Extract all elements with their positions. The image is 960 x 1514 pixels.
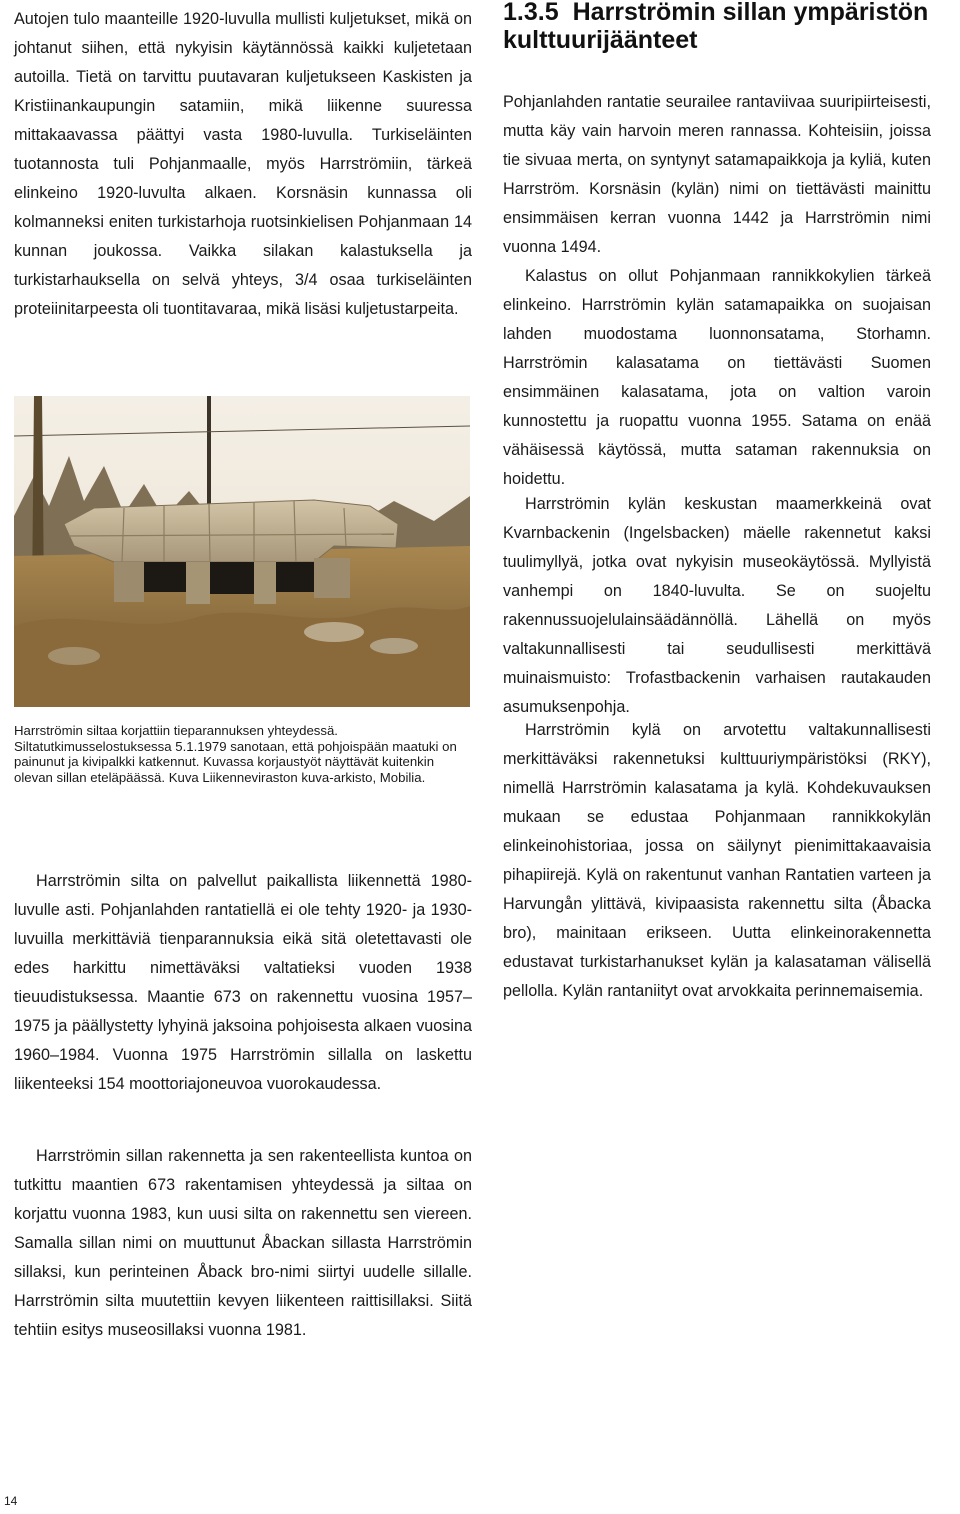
body-paragraph: Kalastus on ollut Pohjanmaan rannikkokylien tärkeä elinkeino. Harrströmin kylän satamapaikka on suojaisan lahden muodostama luonnonsatama, Storhamn. Harrströmin kalasatama on tiettävästi Suomen ensimmäinen kalasatama, jota on valtion varoin kunnostettu ja ruopattu vuonna 1955. Satama on enää vähäisessä käytössä, mutta sataman rakennuksia on hoidettu. (503, 267, 931, 488)
section-title: Harrströmin sillan ympäristön kulttuurijäänteet (503, 0, 929, 54)
photo-caption: Harrströmin siltaa korjattiin tieparannuksen yhteydessä. Siltatutkimusselostuksessa 5.1.1979 sanotaan, että pohjoispään maatuki on painunut ja kivipalkki katkennut. Kuvassa korjaustyöt näyttävät kuitenkin olevan sillan eteläpäässä. Kuva Liikenneviraston kuva-arkisto, Mobilia. (14, 723, 457, 785)
section-number: 1.3.5 (503, 0, 559, 26)
body-paragraph: Harrströmin silta on palvellut paikallista liikennettä 1980-luvulle asti. Pohjanlahden rantatiellä ei ole tehty 1920- ja 1930-luvuilla merkittäviä tienparannuksia eikä sitä oletettavasti ole edes harkittu nimettäväksi valtatieksi vuoden 1938 tieuudistuksessa. Maantie 673 on rakennettu vuosina 1957–1975 ja päällystetty lyhyinä jaksoina pohjoisesta alkaen vuosina 1960–1984. Vuonna 1975 Harrströmin sillalla on laskettu liikenteeksi 154 moottoriajoneuvoa vuorokaudessa. (14, 872, 472, 1093)
page-number: 14 (4, 1494, 18, 1508)
intro-paragraph: Autojen tulo maanteille 1920-luvulla mullisti kuljetukset, mikä on johtanut siihen, että nykyisin käytännössä kaikki kuljetetaan autoilla. Tietä on tarvittu puutavaran kuljetukseen Kaskisten ja Kristiinankaupungin satamiin, mikä liikenne suuressa mittakaavassa päättyi vasta 1980-luvulla. Turkiseläinten tuotannosta tuli Pohjanmaalle, myös Harrströmiin, tärkeä elinkeino 1920-luvulta alkaen. Korsnäsin kunnassa oli kolmanneksi eniten turkistarhoja ruotsinkielisen Pohjanmaan 14 kunnan joukossa. Vaikka silakan kalastuksella ja turkistarhauksella on selvä yhteys, 3/4 osaa turkiseläinten proteiinitarpeesta oli tuontitavaraa, mikä lisäsi kuljetustarpeita. (14, 10, 472, 318)
body-paragraph: Pohjanlahden rantatie seurailee rantaviivaa suuripiirteisesti, mutta käy vain harvoin meren rannassa. Kohteisiin, joissa tie sivuaa merta, on syntynyt satamapaikkoja ja kyliä, kuten Harrström. Korsnäsin (kylän) nimi on tiettävästi mainittu ensimmäisen kerran vuonna 1442 ja Harrströmin nimi vuonna 1494. (503, 93, 931, 256)
section-heading (503, 0, 943, 54)
body-paragraph: Harrströmin sillan rakennetta ja sen rakenteellista kuntoa on tutkittu maantien 673 rakentamisen yhteydessä ja siltaa on korjattu vuonna 1983, kun uusi silta on rakennettu sen viereen. Samalla sillan nimi on muuttunut Åbackan sillasta Harrströmin sillaksi, kun perinteinen Åback bro-nimi siirtyi uudelle sillalle. Harrströmin silta muutettiin kevyen liikenteen raittisillaksi. Siitä tehtiin esitys museosillaksi vuonna 1981. (14, 1147, 472, 1339)
stone-bridge-photo (14, 396, 470, 707)
body-paragraph: Harrströmin kylän keskustan maamerkkeinä ovat Kvarnbackenin (Ingelsbacken) mäelle rakennetut kaksi tuulimyllyä, jotka ovat nykyisin museokäytössä. Myllyistä vanhempi on 1840-luvulta. Se on suojeltu rakennussuojelulainsäädännöllä. Lähellä on myös valtakunnallisesti tai seudullisesti merkittävä muinaismuisto: Trofastbackenin varhaisen rautakauden asumuksenpohja. (503, 495, 931, 716)
body-paragraph: Harrströmin kylä on arvotettu valtakunnallisesti merkittäväksi rakennetuksi kulttuuriympäristöksi (RKY), nimellä Harrströmin kalasatama ja kylä. Kohdekuvauksen mukaan se edustaa Pohjanmaan rannikkokylän elinkeinohistoriaa, jossa on säilynyt pienimittakaavaisia pihapiirejä. Kylä on rakentunut vanhan Rantatien varteen ja Harvungån ylittävä, kivipaasista rakennettu silta (Åbacka bro), mainitaan erikseen. Uutta elinkeinorakennetta edustavat turkistarhanukset kylän ja kalasataman välisellä pellolla. Kylän rantaniityt ovat arvokkaita perinnemaisemia. (503, 721, 931, 1000)
